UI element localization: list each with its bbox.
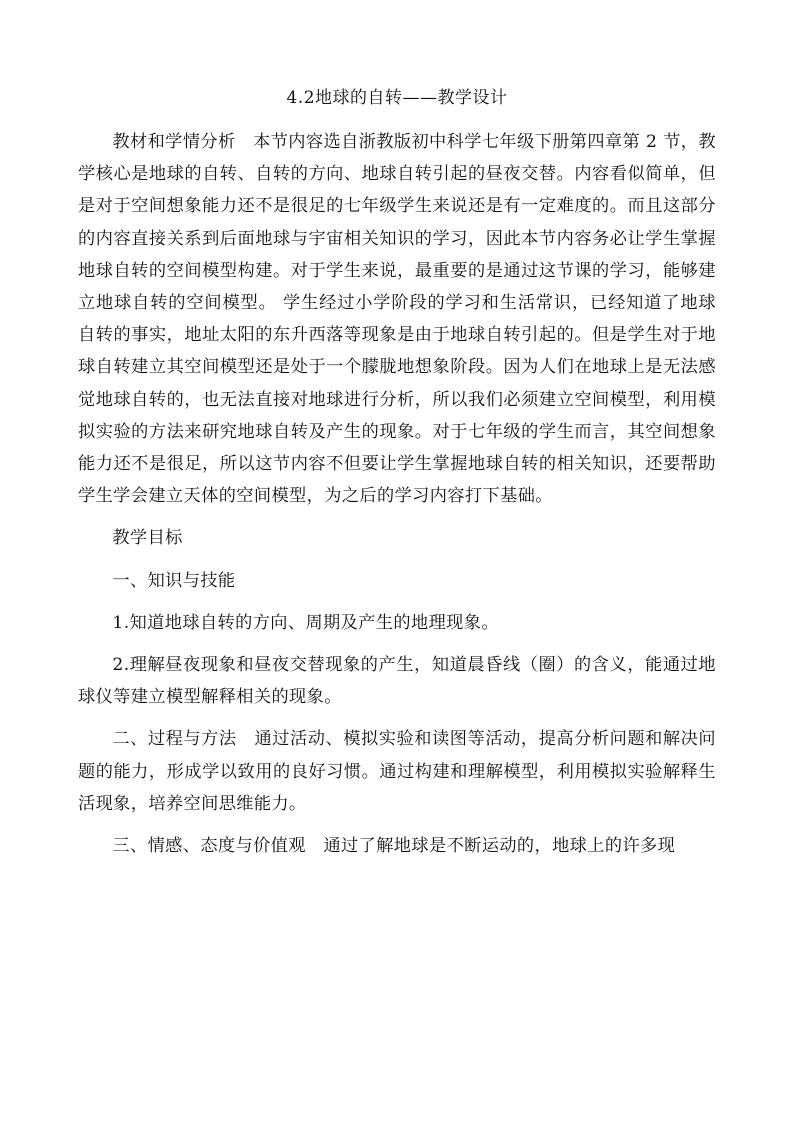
paragraph-lead: 教材和学情分析 [112, 132, 236, 152]
paragraph-knowledge-item-2 [78, 649, 716, 713]
paragraph-lead: 三、情感、态度与价值观 [112, 836, 306, 857]
paragraph-text: 一、知识与技能 [112, 570, 236, 591]
paragraph-lead: 二、过程与方法 [112, 729, 237, 750]
paragraph-knowledge-heading [78, 565, 716, 597]
paragraph-knowledge-item-1 [78, 607, 716, 639]
paragraph-text: 通过活动、模拟实验和读图等活动，提高分析问题和解决问题的能力，形成学以致用的良好习惯。通过构建和理解模型，利用模拟实验解释生活现象，培养空间思维能力。 [78, 729, 716, 814]
paragraph-process-method [78, 723, 716, 820]
paragraph-text: 1.知道地球自转的方向、周期及产生的地理现象。 [112, 612, 499, 633]
paragraph-text: 本节内容选自浙教版初中科学七年级下册第四章第 2 节，教学核心是地球的自转、自转的方向、地球自转引起的昼夜交替。内容看似简单，但是对于空间想象能力还不是很足的七年级学生来说还是有一定难度的。而且这部分的内容直接关系到后面地球与宇宙相关知识的学习，因此本节内容务必让学生掌握地球自转的空间模型构建。对于学生来说，最重要的是通过这节课的学习，能够建立地球自转的空间模型。 学生经过小学阶段的学习和生活常识，已经知道了地球自转的事实，地址太阳的东升西落等现象是由于地球自转引起的。但是学生对于地球自转建立其空间模型还是处于一个朦胧地想象阶段。因为人们在地球上是无法感觉地球自转的，也无法直接对地球进行分析，所以我们必须建立空间模型，利用模拟实验的方法来研究地球自转及产生的现象。对于七年级的学生而言，其空间想象能力还不是很足，所以这节内容不但要让学生掌握地球自转的相关知识，还要帮助学生学会建立天体的空间模型，为之后的学习内容打下基础。 [78, 132, 716, 507]
paragraph-text: 教学目标 [112, 528, 183, 549]
paragraph-analysis [78, 126, 716, 512]
paragraph-text: 通过了解地球是不断运动的，地球上的许多现 [323, 836, 676, 857]
paragraph-emotion-values [78, 830, 716, 862]
paragraph-objectives-heading [78, 522, 716, 554]
document-title: 4.2地球的自转——教学设计 [286, 88, 508, 108]
paragraph-text: 2.理解昼夜现象和昼夜交替现象的产生，知道晨昏线（圈）的含义，能通过地球仪等建立模型解释相关的现象。 [78, 655, 716, 708]
